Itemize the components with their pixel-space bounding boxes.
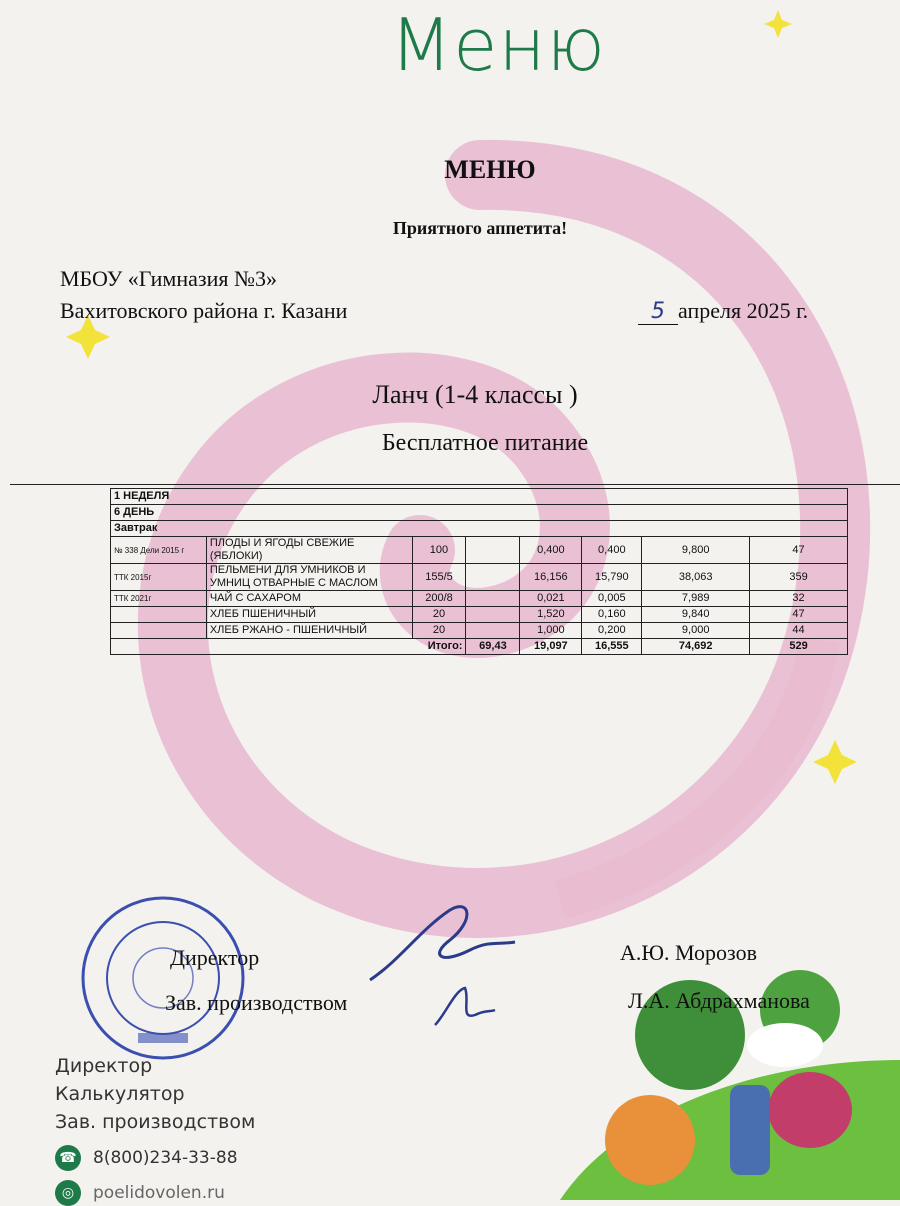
dish-name: ХЛЕБ РЖАНО - ПШЕНИЧНЫЙ bbox=[206, 623, 412, 639]
carbs: 9,800 bbox=[642, 537, 750, 564]
brand-logo: Меню bbox=[390, 3, 606, 87]
star-icon bbox=[813, 740, 857, 784]
director-label: Директор bbox=[170, 945, 260, 970]
production-name: Л.А. Абдрахманова bbox=[628, 988, 810, 1013]
total-kcal: 529 bbox=[750, 639, 848, 655]
production-signature bbox=[430, 980, 500, 1035]
phone-icon: ☎ bbox=[55, 1145, 81, 1171]
proteins: 1,520 bbox=[520, 607, 582, 623]
divider bbox=[10, 484, 900, 485]
footer-site bbox=[55, 1180, 225, 1206]
footer-phone bbox=[55, 1145, 238, 1171]
director-name: А.Ю. Морозов bbox=[620, 940, 757, 965]
footer-role: Директор bbox=[55, 1055, 153, 1077]
price bbox=[466, 607, 520, 623]
page-subtitle: Приятного аппетита! bbox=[392, 218, 568, 238]
dish-name: ПЛОДЫ И ЯГОДЫ СВЕЖИЕ (ЯБЛОКИ) bbox=[206, 537, 412, 564]
yield: 200/8 bbox=[412, 591, 466, 607]
star-icon bbox=[764, 10, 792, 38]
section-label: Завтрак bbox=[111, 521, 848, 537]
total-carbs: 74,692 bbox=[642, 639, 750, 655]
dish-name: ХЛЕБ ПШЕНИЧНЫЙ bbox=[206, 607, 412, 623]
kcal: 32 bbox=[750, 591, 848, 607]
fats: 15,790 bbox=[582, 564, 642, 591]
yield: 20 bbox=[412, 623, 466, 639]
site-link[interactable]: poelidovolen.ru bbox=[93, 1183, 225, 1203]
week-label: 1 НЕДЕЛЯ bbox=[111, 489, 848, 505]
fats: 0,160 bbox=[582, 607, 642, 623]
total-row bbox=[111, 639, 848, 655]
fats: 0,400 bbox=[582, 537, 642, 564]
recipe-ref: ТТК 2021г bbox=[111, 591, 207, 607]
footer-role: Калькулятор bbox=[55, 1083, 185, 1105]
price bbox=[466, 623, 520, 639]
menu-date bbox=[638, 298, 808, 325]
yield: 20 bbox=[412, 607, 466, 623]
carbs: 9,000 bbox=[642, 623, 750, 639]
menu-table bbox=[110, 488, 848, 655]
proteins: 16,156 bbox=[520, 564, 582, 591]
carbs: 38,063 bbox=[642, 564, 750, 591]
meal-name: Ланч (1-4 классы ) bbox=[372, 380, 578, 409]
price bbox=[466, 564, 520, 591]
carbs: 9,840 bbox=[642, 607, 750, 623]
page-title: МЕНЮ bbox=[444, 155, 536, 184]
meal-type: Бесплатное питание bbox=[381, 430, 589, 456]
dish-name: ПЕЛЬМЕНИ ДЛЯ УМНИКОВ И УМНИЦ ОТВАРНЫЕ С МАСЛОМ bbox=[206, 564, 412, 591]
price bbox=[466, 537, 520, 564]
onion-character-icon bbox=[605, 1095, 695, 1185]
table-row bbox=[111, 607, 848, 623]
kcal: 47 bbox=[750, 607, 848, 623]
official-stamp bbox=[78, 893, 248, 1063]
total-price: 69,43 bbox=[466, 639, 520, 655]
day-label: 6 ДЕНЬ bbox=[111, 505, 848, 521]
beet-character-icon bbox=[768, 1072, 852, 1148]
recipe-ref bbox=[111, 623, 207, 639]
proteins: 0,021 bbox=[520, 591, 582, 607]
total-label: Итого: bbox=[111, 639, 466, 655]
kcal: 359 bbox=[750, 564, 848, 591]
production-label: Зав. производством bbox=[165, 990, 348, 1015]
date-month-year: апреля 2025 г. bbox=[678, 298, 809, 323]
table-row bbox=[111, 623, 848, 639]
recipe-ref: ТТК 2015г bbox=[111, 564, 207, 591]
kcal: 47 bbox=[750, 537, 848, 564]
yield: 155/5 bbox=[412, 564, 466, 591]
proteins: 0,400 bbox=[520, 537, 582, 564]
globe-icon: ◎ bbox=[55, 1180, 81, 1206]
date-day: 5 bbox=[638, 299, 678, 325]
school-name: МБОУ «Гимназия №3» bbox=[60, 266, 277, 291]
recipe-ref: № 338 Дели 2015 г bbox=[111, 537, 207, 564]
fats: 0,005 bbox=[582, 591, 642, 607]
fats: 0,200 bbox=[582, 623, 642, 639]
recipe-ref bbox=[111, 607, 207, 623]
total-fats: 16,555 bbox=[582, 639, 642, 655]
table-row bbox=[111, 564, 848, 591]
carbs: 7,989 bbox=[642, 591, 750, 607]
total-proteins: 19,097 bbox=[520, 639, 582, 655]
kcal: 44 bbox=[750, 623, 848, 639]
table-row bbox=[111, 537, 848, 564]
proteins: 1,000 bbox=[520, 623, 582, 639]
dish-name: ЧАЙ С САХАРОМ bbox=[206, 591, 412, 607]
footer-role: Зав. производством bbox=[55, 1111, 256, 1133]
yield: 100 bbox=[412, 537, 466, 564]
price bbox=[466, 591, 520, 607]
phone-number[interactable]: 8(800)234-33-88 bbox=[93, 1148, 238, 1168]
table-row bbox=[111, 591, 848, 607]
school-district: Вахитовского района г. Казани bbox=[60, 298, 348, 323]
